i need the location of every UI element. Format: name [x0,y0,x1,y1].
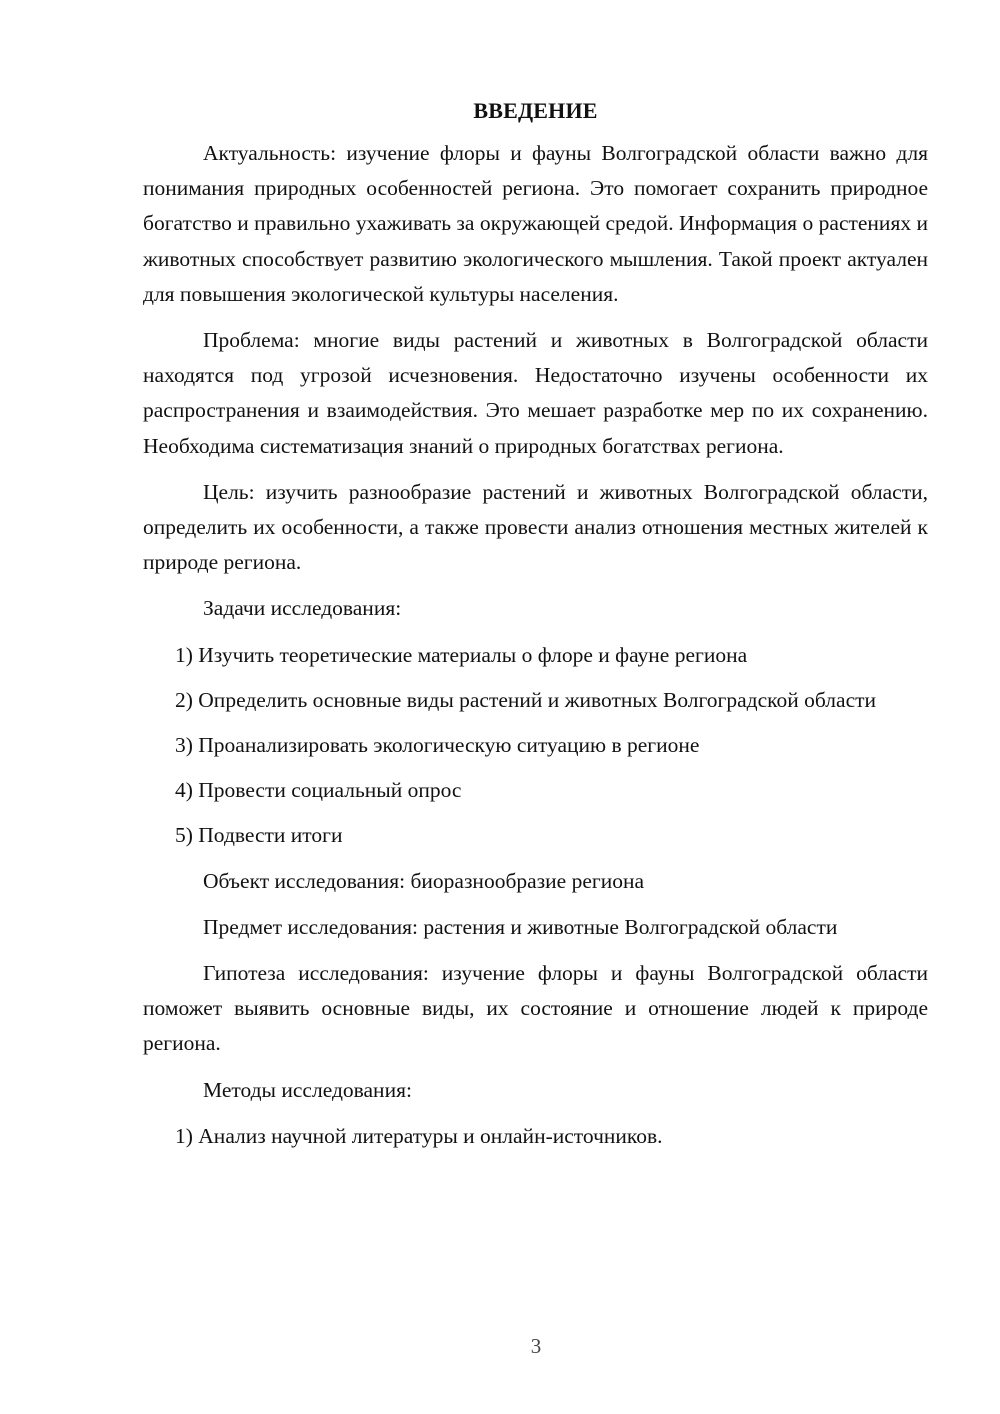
page-title: ВВЕДЕНИЕ [473,98,598,123]
task-item: 5) Подвести итоги [175,823,343,848]
method-item: 1) Анализ научной литературы и онлайн-источников. [175,1123,663,1148]
methods-heading: Методы исследования: [203,1077,412,1102]
goal-paragraph: Цель: изучить разнообразие растений и животных Волгоградской области, определить их особенности, а также провести анализ отношения местных жителей к природе региона. [143,479,928,575]
subject-paragraph: Предмет исследования: растения и животные Волгоградской области [203,914,838,939]
page-content [143,96,928,1164]
object-paragraph: Объект исследования: биоразнообразие региона [203,868,645,893]
task-item: 1) Изучить теоретические материалы о флоре и фауне региона [175,642,748,667]
hypothesis-paragraph: Гипотеза исследования: изучение флоры и фауны Волгоградской области поможет выявить основные виды, их состояние и отношение людей к природе региона. [143,961,928,1056]
page-number: 3 [530,1334,542,1358]
tasks-heading: Задачи исследования: [203,596,402,621]
task-item: 3) Проанализировать экологическую ситуацию в регионе [175,733,700,758]
task-item: 2) Определить основные виды растений и животных Волгоградской области [175,687,877,712]
task-item: 4) Провести социальный опрос [175,778,462,803]
relevance-paragraph: Актуальность: изучение флоры и фауны Волгоградской области важно для понимания природных особенностей региона. Это помогает сохранить природное богатство и правильно ухаживать за окружающей средой. Информация о растениях и животных способствует развитию экологического мышления. Такой проект актуален для повышения экологической культуры населения. [143,141,928,306]
problem-paragraph: Проблема: многие виды растений и животных в Волгоградской области находятся под угрозой исчезновения. Недостаточно изучены особенности их распространения и взаимодействия. Это мешает разработке мер по их сохранению. Необходима систематизация знаний о природных богатствах региона. [143,328,928,458]
